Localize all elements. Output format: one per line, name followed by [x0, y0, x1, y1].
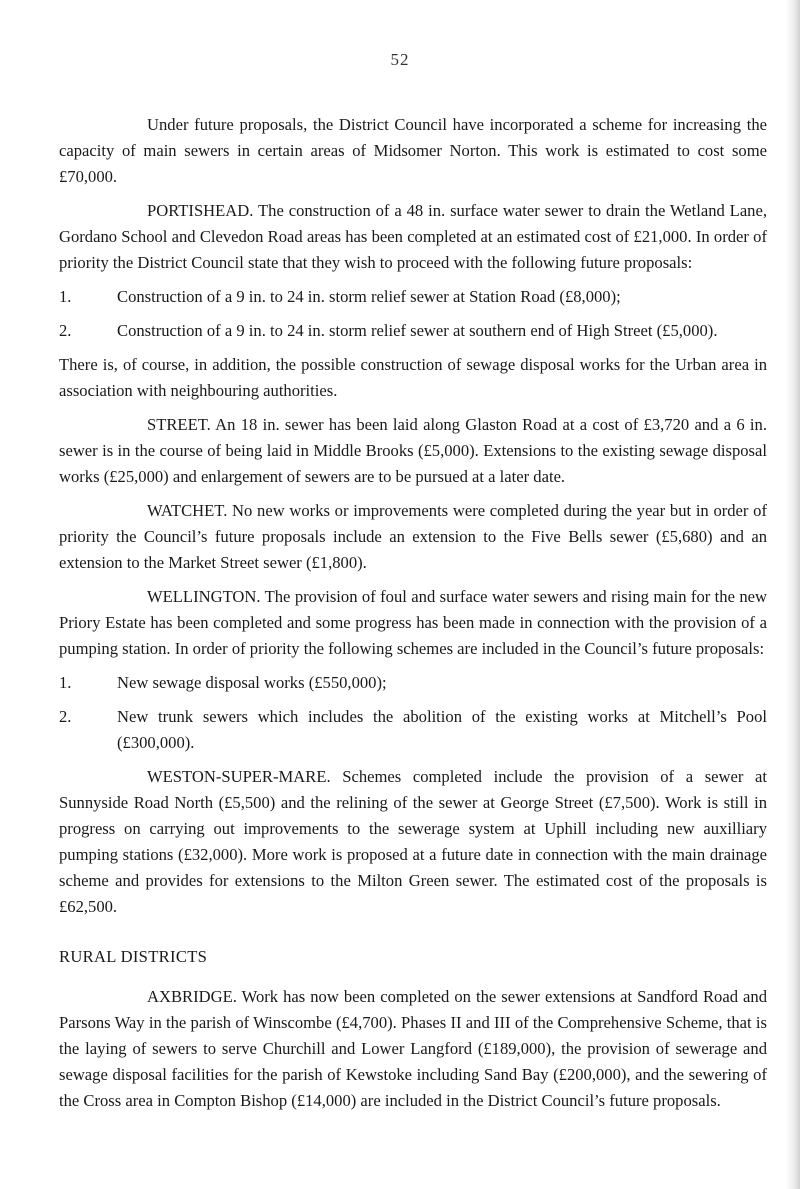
list-item [59, 284, 767, 310]
paragraph-axbridge: AXBRIDGE. Work has now been completed on the sewer extensions at Sandford Road and Parsons Way in the parish of Winscombe (£4,700). Phases II and III of the Comprehensive Scheme, that is the laying of sewers to serve Churchill and Lower Langford (£189,000), the provision of sewerage and sewage disposal facilities for the parish of Kewstoke including Sand Bay (£200,000), and the sewering of the Cross area in Compton Bishop (£14,000) are included in the District Council’s future proposals. [59, 987, 767, 1110]
list-text: Construction of a 9 in. to 24 in. storm relief sewer at southern end of High Street (£5,000). [117, 321, 718, 340]
list-item [59, 670, 767, 696]
paragraph-midsomer-norton: Under future proposals, the District Council have incorporated a scheme for increasing the capacity of main sewers in certain areas of Midsomer Norton. This work is estimated to cost some £70,000. [59, 115, 767, 186]
list-item [59, 318, 767, 344]
paragraph-weston-super-mare: WESTON-SUPER-MARE. Schemes completed include the provision of a sewer at Sunnyside Road North (£5,500) and the relining of the sewer at George Street (£7,500). Work is still in progress on carrying out improvements to the sewerage system at Uphill including new auxilliary pumping stations (£32,000). More work is proposed at a future date in connection with the main drainage scheme and provides for extensions to the Milton Green sewer. The estimated cost of the proposals is £62,500. [59, 767, 767, 916]
list-item [59, 704, 767, 756]
paragraph-wellington: WELLINGTON. The provision of foul and surface water sewers and rising main for the new Priory Estate has been completed and some progress has been made in connection with the provision of a pumping station. In order of priority the following schemes are included in the Council’s future proposals: [59, 587, 767, 658]
page-number: 52 [390, 50, 410, 69]
paragraph-urban-area: There is, of course, in addition, the possible construction of sewage disposal works for the Urban area in association with neighbouring authorities. [59, 355, 767, 400]
paragraph-street: STREET. An 18 in. sewer has been laid along Glaston Road at a cost of £3,720 and a 6 in. sewer is in the course of being laid in Middle Brooks (£5,000). Extensions to the existing sewage disposal works (£25,000) and enlargement of sewers are to be pursued at a later date. [59, 415, 767, 486]
list-number: 1. [59, 673, 72, 692]
paragraph-watchet: WATCHET. No new works or improvements were completed during the year but in order of priority the Council’s future proposals include an extension to the Five Bells sewer (£5,680) and an extension to the Market Street sewer (£1,800). [59, 501, 767, 572]
list-text: New sewage disposal works (£550,000); [117, 673, 387, 692]
document-body [59, 112, 767, 1122]
list-number: 1. [59, 287, 72, 306]
paragraph-portishead: PORTISHEAD. The construction of a 48 in. surface water sewer to drain the Wetland Lane, Gordano School and Clevedon Road areas has been completed at an estimated cost of £21,000. In order of priority the District Council state that they wish to proceed with the following future proposals: [59, 201, 767, 272]
list-text: New trunk sewers which includes the abolition of the existing works at Mitchell’s Pool (£300,000). [117, 707, 767, 752]
list-text: Construction of a 9 in. to 24 in. storm relief sewer at Station Road (£8,000); [117, 287, 621, 306]
section-heading-rural-districts: RURAL DISTRICTS [59, 947, 208, 966]
list-number: 2. [59, 707, 72, 726]
list-number: 2. [59, 321, 72, 340]
page-edge-shadow [786, 0, 800, 1189]
